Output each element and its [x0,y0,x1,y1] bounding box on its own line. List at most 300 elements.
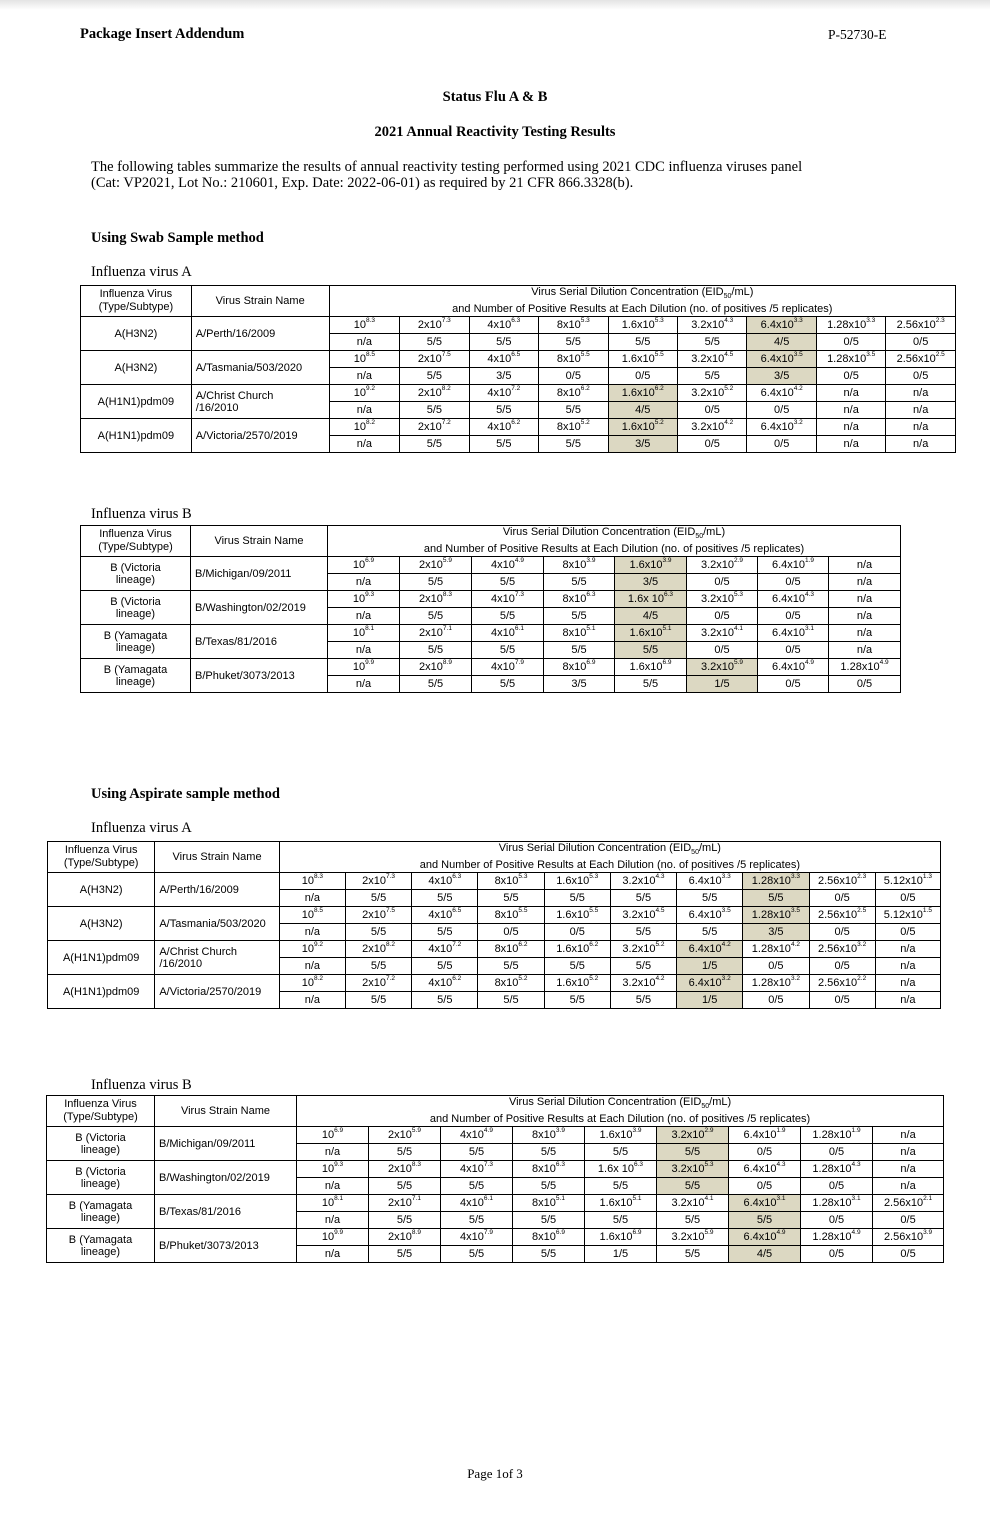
concentration-cell: $2x10^{8.3}$ [369,1161,441,1178]
strain-column-header: Virus Strain Name [155,842,279,873]
subtype-line: B (Victoria [110,561,161,574]
positives-cell: 0/5 [687,642,758,659]
concentration-cell: $2x10^{7.5}$ [345,907,411,924]
concentration-cell: $1.6x10^{5.2}$ [608,419,677,436]
positives-cell: 0/5 [747,402,816,419]
concentration-cell: $2.56x10^{2.3}$ [886,317,956,334]
concentration-cell: n/a [829,591,901,608]
strain-line: A/Tasmania/503/2020 [195,361,303,374]
strain-line: B/Michigan/09/2011 [195,567,292,580]
concentration-cell: $3.2x10^{4.1}$ [687,625,758,642]
positives-cell: 4/5 [747,334,816,351]
positives-cell: 5/5 [544,958,610,975]
concentration-row [48,907,941,924]
positives-cell: 0/5 [809,992,875,1009]
concentration-row [47,1161,944,1178]
concentration-cell: $3.2x10^{2.9}$ [657,1127,729,1144]
strain-name-cell [191,385,329,419]
positives-cell: 0/5 [539,368,608,385]
concentration-cell: $4x10^{6.1}$ [441,1195,513,1212]
subtype-cell [47,1229,155,1263]
concentration-cell: $10^{8.3}$ [329,317,399,334]
positives-cell: 5/5 [441,1144,513,1161]
positives-cell: 5/5 [539,436,608,453]
positives-cell: 0/5 [687,608,758,625]
concentration-row [81,659,901,676]
concentration-cell: $2.56x10^{2.1}$ [873,1195,944,1212]
header-left: Package Insert Addendum [80,26,245,42]
positives-cell: n/a [297,1144,369,1161]
dilution-column-header [329,286,955,317]
section-title-aspirate: Using Aspirate sample method [91,786,280,802]
positives-cell: 5/5 [369,1246,441,1263]
concentration-row [48,873,941,890]
positives-cell: 0/5 [886,334,956,351]
positives-cell: 0/5 [758,676,829,693]
positives-cell: 4/5 [608,402,677,419]
positives-cell: 5/5 [400,436,469,453]
positives-cell: 0/5 [743,958,809,975]
concentration-cell: $6.4x10^{3.1}$ [758,625,829,642]
positives-cell: 0/5 [743,992,809,1009]
positives-cell: n/a [328,608,400,625]
concentration-row [81,591,901,608]
concentration-cell: $8x10^{6.3}$ [513,1161,585,1178]
concentration-cell: $8x10^{5.3}$ [478,873,544,890]
subtype-cell [81,419,192,453]
concentration-row [47,1127,944,1144]
strain-line: B/Michigan/09/2011 [159,1137,256,1150]
positives-cell: 5/5 [615,642,687,659]
positives-cell: 0/5 [886,368,956,385]
positives-cell: 4/5 [729,1246,801,1263]
concentration-cell: $1.28x10^{4.9}$ [801,1229,873,1246]
positives-cell: 0/5 [801,1212,873,1229]
positives-cell: 0/5 [678,436,747,453]
concentration-cell: $3.2x10^{2.9}$ [687,557,758,574]
strain-name-cell [191,351,329,385]
subtype-line: A(H1N1)pdm09 [97,429,175,442]
positives-cell: 5/5 [678,334,747,351]
concentration-cell: $10^{9.3}$ [297,1161,369,1178]
dilution-header-line: Virus Serial Dilution Concentration $(EID_{50}/mL)$ [508,1096,732,1111]
positives-cell: 5/5 [544,574,615,591]
positives-cell: 3/5 [469,368,538,385]
positives-cell: 5/5 [729,1212,801,1229]
header-row [81,286,956,317]
positives-cell: 0/5 [801,1246,873,1263]
positives-cell: 5/5 [412,924,478,941]
subtype-cell [81,385,192,419]
positives-cell: 0/5 [478,924,544,941]
positives-cell: 5/5 [472,676,544,693]
positives-cell: 5/5 [615,676,687,693]
positives-cell: 3/5 [615,574,687,591]
concentration-cell: $1.6x10^{6.9}$ [585,1229,657,1246]
subtype-cell [81,351,192,385]
concentration-cell: $4x10^{7.2}$ [469,385,538,402]
reactivity-table-swab-b [80,525,901,693]
positives-cell: 5/5 [610,992,676,1009]
positives-cell: 0/5 [801,1144,873,1161]
concentration-cell: $1.6x10^{6.2}$ [544,941,610,958]
section-title-swab: Using Swab Sample method [91,230,264,246]
type-header-line: Influenza Virus [99,528,172,541]
type-header-line: Influenza Virus [64,844,138,857]
concentration-cell: $1.6x10^{5.1}$ [615,625,687,642]
positives-cell: 5/5 [513,1144,585,1161]
positives-cell: n/a [279,890,345,907]
strain-name-cell [155,1161,297,1195]
dilution-header-line: and Number of Positive Results at Each Dilution (no. of positives /5 replicates) [429,1113,811,1126]
concentration-cell: $2.56x10^{2.3}$ [809,873,875,890]
concentration-cell: $10^{9.2}$ [279,941,345,958]
dilution-header-line: and Number of Positive Results at Each Dilution (no. of positives /5 replicates) [419,859,801,872]
concentration-cell: $3.2x10^{5.3}$ [657,1161,729,1178]
concentration-cell: $8x10^{3.9}$ [544,557,615,574]
concentration-cell: $3.2x10^{4.2}$ [610,975,676,992]
positives-cell: n/a [829,608,901,625]
concentration-cell: $1.28x10^{3.3}$ [743,873,809,890]
positives-cell: n/a [816,436,885,453]
header-row [48,842,941,873]
page-number: Page 1of 3 [467,1466,523,1481]
reactivity-table-swab-a [80,285,956,453]
concentration-cell: $4x10^{6.1}$ [472,625,544,642]
positives-cell: 0/5 [758,642,829,659]
concentration-cell: $6.4x10^{3.5}$ [747,351,816,368]
concentration-cell: $1.6x10^{6.2}$ [608,385,677,402]
positives-cell: n/a [329,402,399,419]
positives-cell: 5/5 [478,958,544,975]
concentration-cell: $6.4x10^{3.2}$ [747,419,816,436]
concentration-cell: n/a [873,1127,944,1144]
subtype-cell [81,317,192,351]
subtype-line: B (Victoria [110,595,161,608]
strain-name-cell [191,557,328,591]
concentration-cell: $4x10^{6.5}$ [469,351,538,368]
positives-cell: 5/5 [610,924,676,941]
concentration-cell: n/a [829,557,901,574]
positives-cell: 5/5 [400,402,469,419]
positives-cell: 5/5 [412,890,478,907]
subtype-line: lineage) [80,1211,121,1224]
header-row [81,526,901,557]
positives-cell: 5/5 [400,608,472,625]
concentration-cell: $8x10^{5.5}$ [478,907,544,924]
concentration-cell: $8x10^{3.9}$ [513,1127,585,1144]
concentration-cell: $2x10^{7.1}$ [369,1195,441,1212]
concentration-cell: $8x10^{5.2}$ [478,975,544,992]
concentration-cell: $3.2x10^{5.2}$ [678,385,747,402]
document-subtitle: 2021 Annual Reactivity Testing Results [374,124,616,140]
positives-cell: 0/5 [809,890,875,907]
concentration-row [81,317,956,334]
positives-cell: 3/5 [747,368,816,385]
concentration-cell: $4x10^{6.5}$ [412,907,478,924]
concentration-cell: $2.56x10^{3.2}$ [809,941,875,958]
type-header-line: (Type/Subtype) [63,1111,138,1124]
strain-name-cell [155,941,279,975]
concentration-cell: $2x10^{8.9}$ [369,1229,441,1246]
strain-line: A/Victoria/2570/2019 [195,429,298,442]
concentration-cell: $1.6x10^{5.3}$ [608,317,677,334]
concentration-cell: $3.2x10^{5.9}$ [657,1229,729,1246]
strain-name-cell [155,1229,297,1263]
subtype-line: A(H3N2) [114,327,158,340]
concentration-cell: $8x10^{6.2}$ [539,385,608,402]
subtype-line: B (Victoria [75,1165,126,1178]
positives-cell: n/a [829,642,901,659]
strain-line: A/Christ Church [159,945,237,958]
positives-cell: 5/5 [412,958,478,975]
concentration-cell: $10^{8.1}$ [328,625,400,642]
concentration-cell: $4x10^{7.2}$ [412,941,478,958]
subtype-line: B (Yamagata [68,1199,133,1212]
concentration-cell: $4x10^{7.9}$ [472,659,544,676]
strain-name-cell [155,1127,297,1161]
reactivity-table-aspirate-b [46,1095,944,1263]
positives-cell: 1/5 [585,1246,657,1263]
subtype-cell [47,1195,155,1229]
positives-cell: 5/5 [657,1246,729,1263]
concentration-cell: $5.12x10^{1.3}$ [875,873,940,890]
concentration-cell: $2x10^{7.3}$ [345,873,411,890]
subtype-cell [81,557,191,591]
positives-cell: n/a [816,402,885,419]
concentration-cell: $2.56x10^{3.9}$ [873,1229,944,1246]
type-column-header [48,842,155,873]
positives-cell: 5/5 [345,890,411,907]
subtype-cell [81,625,191,659]
positives-cell: 5/5 [677,924,743,941]
concentration-cell: $10^{9.2}$ [329,385,399,402]
concentration-cell: $1.6x10^{5.5}$ [608,351,677,368]
positives-cell: 0/5 [809,924,875,941]
positives-cell: 0/5 [873,1212,944,1229]
concentration-cell: $2x10^{8.9}$ [400,659,472,676]
positives-cell: n/a [328,642,400,659]
strain-line: /16/2010 [195,401,239,414]
concentration-cell: $10^{8.3}$ [279,873,345,890]
concentration-cell: $2.56x10^{2.2}$ [809,975,875,992]
positives-cell: n/a [279,958,345,975]
positives-cell: n/a [297,1178,369,1195]
positives-cell: 5/5 [369,1178,441,1195]
positives-cell: 0/5 [758,574,829,591]
positives-cell: n/a [328,574,400,591]
strain-line: A/Christ Church [195,389,274,402]
subtype-line: A(H3N2) [79,883,123,896]
concentration-cell: $8x10^{6.3}$ [544,591,615,608]
concentration-cell: $4x10^{7.3}$ [441,1161,513,1178]
positives-cell: 5/5 [400,676,472,693]
positives-cell: 5/5 [441,1246,513,1263]
subtype-cell [81,591,191,625]
concentration-cell: $10^{6.9}$ [328,557,400,574]
positives-cell: 0/5 [875,890,940,907]
positives-cell: 0/5 [809,958,875,975]
document-title: Status Flu A & B [442,89,548,105]
concentration-cell: $5.12x10^{1.5}$ [875,907,940,924]
concentration-cell: $6.4x10^{3.3}$ [747,317,816,334]
positives-cell: 5/5 [369,1212,441,1229]
strain-name-cell [191,419,329,453]
subtype-cell [48,975,155,1009]
concentration-cell: $3.2x10^{4.3}$ [678,317,747,334]
concentration-cell: $8x10^{6.2}$ [478,941,544,958]
concentration-cell: $3.2x10^{5.3}$ [687,591,758,608]
document-number: P-52730-E [828,27,887,42]
concentration-cell: $10^{6.9}$ [297,1127,369,1144]
concentration-cell: $4x10^{6.3}$ [412,873,478,890]
strain-line: /16/2010 [159,957,203,970]
concentration-cell: $6.4x10^{4.2}$ [747,385,816,402]
concentration-cell: $2x10^{8.3}$ [400,591,472,608]
concentration-cell: $10^{9.9}$ [297,1229,369,1246]
concentration-cell: $1.28x10^{3.3}$ [816,317,885,334]
dilution-header-line: Virus Serial Dilution Concentration $(EID_{50}/mL)$ [531,286,754,301]
subtype-cell [47,1161,155,1195]
positives-cell: 3/5 [608,436,677,453]
positives-cell: 5/5 [513,1178,585,1195]
subtype-line: B (Yamagata [103,629,168,642]
concentration-cell: $8x10^{6.9}$ [513,1229,585,1246]
concentration-row [47,1229,944,1246]
intro-paragraph: The following tables summarize the results of annual reactivity testing performed using 2021 CDC influenza viruses panel (Cat: VP2021, Lot No.: 210601, Exp. Date: 2022-06-01) as required by 21 CFR 866.3328(b). [91,159,803,191]
strain-line: A/Perth/16/2009 [159,883,239,896]
concentration-cell: n/a [829,625,901,642]
positives-cell: 5/5 [513,1246,585,1263]
positives-cell: 5/5 [539,402,608,419]
positives-cell: 1/5 [677,992,743,1009]
concentration-cell: $6.4x10^{3.2}$ [677,975,743,992]
concentration-cell: n/a [816,385,885,402]
concentration-cell: $6.4x10^{1.9}$ [758,557,829,574]
dilution-column-header [297,1096,944,1127]
concentration-cell: $6.4x10^{4.3}$ [758,591,829,608]
positives-cell: 5/5 [544,608,615,625]
concentration-row [81,351,956,368]
type-column-header [47,1096,155,1127]
concentration-row [48,975,941,992]
strain-name-cell [191,317,329,351]
positives-cell: 5/5 [472,642,544,659]
concentration-cell: $2x10^{7.5}$ [400,351,469,368]
positives-cell: n/a [873,1178,944,1195]
positives-cell: 5/5 [544,992,610,1009]
concentration-cell: $2x10^{8.2}$ [400,385,469,402]
positives-cell: n/a [297,1212,369,1229]
positives-cell: 4/5 [615,608,687,625]
strain-line: B/Washington/02/2019 [195,601,306,614]
positives-cell: 5/5 [472,574,544,591]
positives-cell: 3/5 [743,924,809,941]
concentration-row [47,1195,944,1212]
strain-line: B/Texas/81/2016 [195,635,277,648]
concentration-row [48,941,941,958]
subtype-cell [47,1127,155,1161]
concentration-cell: $6.4x10^{3.5}$ [677,907,743,924]
positives-cell: 0/5 [544,924,610,941]
type-header-line: (Type/Subtype) [98,541,173,554]
concentration-cell: $4x10^{6.2}$ [469,419,538,436]
type-column-header [81,286,192,317]
positives-cell: 5/5 [469,402,538,419]
subtype-cell [81,659,191,693]
positives-cell: 5/5 [585,1178,657,1195]
strain-column-header: Virus Strain Name [155,1096,297,1127]
type-header-line: (Type/Subtype) [98,301,174,314]
concentration-cell: $8x10^{5.2}$ [539,419,608,436]
dilution-column-header [328,526,901,557]
positives-cell: 5/5 [469,436,538,453]
subtype-line: A(H1N1)pdm09 [97,395,175,408]
positives-cell: 5/5 [743,890,809,907]
positives-cell: 5/5 [677,890,743,907]
concentration-cell: $1.28x10^{3.2}$ [743,975,809,992]
positives-cell: 5/5 [478,992,544,1009]
positives-cell: 0/5 [678,402,747,419]
concentration-cell: $2.56x10^{2.5}$ [809,907,875,924]
positives-cell: 0/5 [816,368,885,385]
concentration-cell: $1.28x10^{3.5}$ [743,907,809,924]
concentration-cell: $6.4x10^{4.9}$ [758,659,829,676]
concentration-cell: $6.4x10^{1.9}$ [729,1127,801,1144]
concentration-cell: $2x10^{7.2}$ [345,975,411,992]
concentration-cell: $1.28x10^{4.2}$ [743,941,809,958]
positives-cell: 0/5 [729,1178,801,1195]
concentration-cell: $6.4x10^{4.2}$ [677,941,743,958]
concentration-cell: $4x10^{4.9}$ [441,1127,513,1144]
subtype-line: A(H3N2) [114,361,158,374]
concentration-cell: $8x10^{5.1}$ [544,625,615,642]
dilution-header-line: and Number of Positive Results at Each Dilution (no. of positives /5 replicates) [423,543,805,556]
positives-cell: 5/5 [657,1212,729,1229]
positives-cell: 5/5 [478,890,544,907]
subtype-line: lineage) [80,1143,121,1156]
concentration-cell: 1.6x $10^{6.3}$ [615,591,687,608]
type-header-line: (Type/Subtype) [63,857,139,870]
concentration-cell: $10^{9.3}$ [328,591,400,608]
positives-cell: n/a [875,992,940,1009]
concentration-cell: n/a [875,975,940,992]
dilution-header-line: Virus Serial Dilution Concentration $(EID_{50}/mL)$ [502,526,726,541]
positives-cell: 1/5 [687,676,758,693]
positives-cell: 0/5 [816,334,885,351]
subtype-cell [48,941,155,975]
positives-cell: 3/5 [544,676,615,693]
concentration-cell: $1.28x10^{3.5}$ [816,351,885,368]
positives-cell: 5/5 [544,890,610,907]
concentration-cell: $3.2x10^{5.2}$ [610,941,676,958]
concentration-cell: $10^{9.9}$ [328,659,400,676]
strain-line: B/Phuket/3073/2013 [195,669,295,682]
page-top-shade [0,0,990,10]
concentration-cell: $4x10^{6.3}$ [469,317,538,334]
concentration-cell: n/a [886,385,956,402]
positives-cell: n/a [329,436,399,453]
concentration-row [81,557,901,574]
concentration-cell: $10^{8.1}$ [297,1195,369,1212]
strain-name-cell [155,975,279,1009]
concentration-cell: $3.2x10^{5.9}$ [687,659,758,676]
concentration-cell: $6.4x10^{4.3}$ [729,1161,801,1178]
table-caption-swab-b: Influenza virus B [91,506,192,522]
dilution-column-header [279,842,940,873]
positives-cell: 5/5 [585,1144,657,1161]
concentration-cell: $1.6x10^{5.2}$ [544,975,610,992]
